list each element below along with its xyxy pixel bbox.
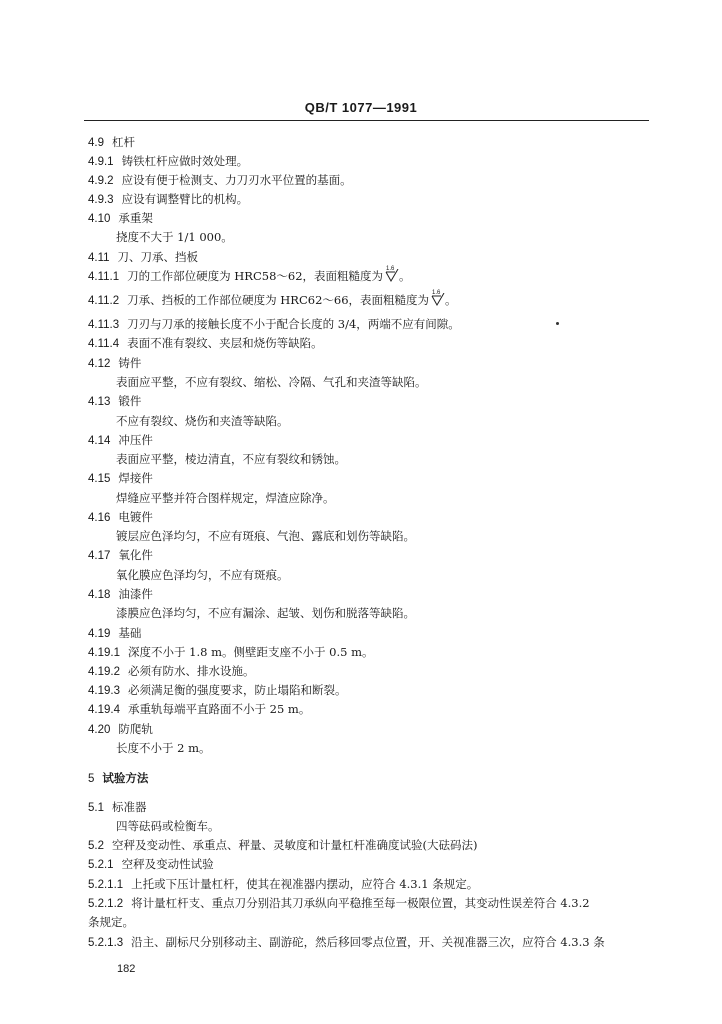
clause-heading xyxy=(88,509,656,526)
clause-heading xyxy=(88,586,656,603)
clause-text: 应设有便于检测支、力刀刃水平位置的基面。 xyxy=(121,173,352,187)
clause-number: 4.11.2 xyxy=(88,295,120,307)
clause-text: 铸件 xyxy=(118,356,142,370)
clause-body: 表面应平整，棱边清直，不应有裂纹和锈蚀。 xyxy=(116,452,346,466)
clause-body: 表面应平整，不应有裂纹、缩松、冷隔、气孔和夹渣等缺陷。 xyxy=(116,375,427,389)
surface-roughness-symbol xyxy=(385,266,399,283)
clause-end: 。 xyxy=(399,269,411,283)
standard-code: QB/T 1077—1991 xyxy=(304,100,418,115)
clause-number: 5.2.1 xyxy=(88,859,114,871)
clause-number: 4.11.3 xyxy=(88,319,120,331)
clause-text: 刀刃与刀承的接触长度不小于配合长度的 3/4，两端不应有间隙。 xyxy=(127,317,460,331)
clause-heading xyxy=(88,547,656,564)
clause-number: 4.18 xyxy=(88,589,111,601)
clause-text: 标准器 xyxy=(112,800,147,814)
clause-text: 承重架 xyxy=(118,211,153,225)
clause xyxy=(88,895,656,912)
clause-number: 5.2.1.2 xyxy=(88,898,124,910)
clause-text: 空秤及变动性、承重点、秤量、灵敏度和计量杠杆准确度试验(大砝码法) xyxy=(112,838,478,852)
clause-body: 漆膜应色泽均匀，不应有漏涂、起皱、划伤和脱落等缺陷。 xyxy=(116,606,415,620)
clause-text: 刀的工作部位硬度为 HRC58～62，表面粗糙度为 xyxy=(127,269,384,283)
clause-text: 氧化件 xyxy=(118,548,153,562)
clause xyxy=(88,934,656,951)
clause-text: 油漆件 xyxy=(118,587,153,601)
clause-text: 冲压件 xyxy=(118,433,153,447)
clause-number: 5.2 xyxy=(88,840,104,852)
clause-text: 将计量杠杆支、重点刀分别沿其刀承纵向平稳推至每一极限位置，其变动性误差符合 4.3.2 xyxy=(131,896,590,910)
clause-heading xyxy=(88,721,656,738)
clause-end: 。 xyxy=(445,293,457,307)
clause xyxy=(88,644,656,661)
chapter-heading xyxy=(88,770,656,787)
clause-text: 空秤及变动性试验 xyxy=(121,857,214,871)
clause-body: 氧化膜应色泽均匀，不应有斑痕。 xyxy=(116,568,289,582)
clause-text: 防爬轨 xyxy=(118,722,153,736)
clause-number: 4.19.2 xyxy=(88,666,120,678)
clause-number: 4.20 xyxy=(88,724,111,736)
clause xyxy=(88,682,656,699)
clause-number: 4.16 xyxy=(88,512,111,524)
clause-number: 5.2.1.3 xyxy=(88,937,124,949)
clause-heading xyxy=(88,470,656,487)
clause-text: 上托或下压计量杠杆，使其在视准器内摆动，应符合 4.3.1 条规定。 xyxy=(131,877,479,891)
clause-number: 4.19.3 xyxy=(88,685,120,697)
clause-number: 4.11.4 xyxy=(88,338,120,350)
clause xyxy=(88,172,656,189)
clause-number: 4.9 xyxy=(88,137,104,149)
clause-body: 挠度不大于 1/1 000。 xyxy=(116,230,233,244)
clause-number: 5 xyxy=(88,773,95,785)
clause-text: 铸铁杠杆应做时效处理。 xyxy=(121,154,249,168)
clause-number: 5.1 xyxy=(88,802,104,814)
clause xyxy=(88,316,656,333)
clause-text: 承重轨每端平直路面不小于 25 m。 xyxy=(127,702,311,716)
clause-number: 4.12 xyxy=(88,358,111,370)
clause-body: 四等砝码或检衡车。 xyxy=(116,819,220,833)
clause-number: 4.19 xyxy=(88,628,111,640)
clause-heading xyxy=(88,249,656,266)
clause-text: 杠杆 xyxy=(112,135,135,149)
clause-body: 焊缝应平整并符合图样规定，焊渣应除净。 xyxy=(116,491,335,505)
clause-text: 电镀件 xyxy=(118,510,153,524)
clause-text: 深度不小于 1.8 m。侧壁距支座不小于 0.5 m。 xyxy=(127,645,374,659)
clause xyxy=(88,663,656,680)
clause-number: 4.13 xyxy=(88,396,111,408)
roughness-value: 1.6 xyxy=(432,290,441,296)
clause xyxy=(88,876,656,893)
clause-body: 长度不小于 2 m。 xyxy=(116,741,211,755)
surface-roughness-symbol xyxy=(431,290,445,307)
clause-heading xyxy=(88,625,656,642)
clause-body: 镀层应色泽均匀，不应有斑痕、气泡、露底和划伤等缺陷。 xyxy=(116,529,415,543)
clause-text: 锻件 xyxy=(118,394,142,408)
clause-number: 4.17 xyxy=(88,550,111,562)
clause-heading xyxy=(88,355,656,372)
clause xyxy=(88,153,656,170)
clause-heading xyxy=(88,432,656,449)
clause-heading xyxy=(88,210,656,227)
clause-text: 必须满足衡的强度要求，防止塌陷和断裂。 xyxy=(127,683,347,697)
clause-text: 应设有调整臂比的机构。 xyxy=(121,192,249,206)
roughness-value: 1.6 xyxy=(386,266,395,272)
page-number: 182 xyxy=(117,963,136,975)
clause-body: 不应有裂纹、烧伤和夹渣等缺陷。 xyxy=(116,414,289,428)
header-rule xyxy=(84,120,649,121)
clause xyxy=(88,268,656,285)
clause-number: 4.9.3 xyxy=(88,194,114,206)
clause-text: 必须有防水、排水设施。 xyxy=(127,664,255,678)
clause-heading xyxy=(88,393,656,410)
clause-text: 刀、刀承、挡板 xyxy=(117,250,199,264)
clause-heading xyxy=(88,856,656,873)
clause-number: 4.11.1 xyxy=(88,271,120,283)
clause-heading xyxy=(88,837,656,854)
scan-speck xyxy=(556,322,559,325)
clause-text: 沿主、副标尺分别移动主、副游砣，然后移回零点位置，开、关视准器三次，应符合 4.3.3 条 xyxy=(131,935,605,949)
clause-text: 试验方法 xyxy=(102,771,149,785)
clause xyxy=(88,335,656,352)
clause-number: 5.2.1.1 xyxy=(88,879,124,891)
clause-number: 4.14 xyxy=(88,435,111,447)
clause-text: 基础 xyxy=(118,626,142,640)
clause-number: 4.15 xyxy=(88,473,111,485)
clause xyxy=(88,292,656,309)
clause-continuation: 条规定。 xyxy=(88,915,134,929)
clause-number: 4.11 xyxy=(88,252,110,264)
clause-text: 焊接件 xyxy=(118,471,153,485)
clause xyxy=(88,191,656,208)
clause-number: 4.9.1 xyxy=(88,156,114,168)
clause-number: 4.19.4 xyxy=(88,704,120,716)
clause-number: 4.9.2 xyxy=(88,175,114,187)
clause xyxy=(88,701,656,718)
clause-heading xyxy=(88,134,656,151)
clause-heading xyxy=(88,799,656,816)
clause-number: 4.19.1 xyxy=(88,647,120,659)
clause-text: 刀承、挡板的工作部位硬度为 HRC62～66，表面粗糙度为 xyxy=(127,293,430,307)
clause-number: 4.10 xyxy=(88,213,111,225)
clause-text: 表面不准有裂纹、夹层和烧伤等缺陷。 xyxy=(127,336,323,350)
